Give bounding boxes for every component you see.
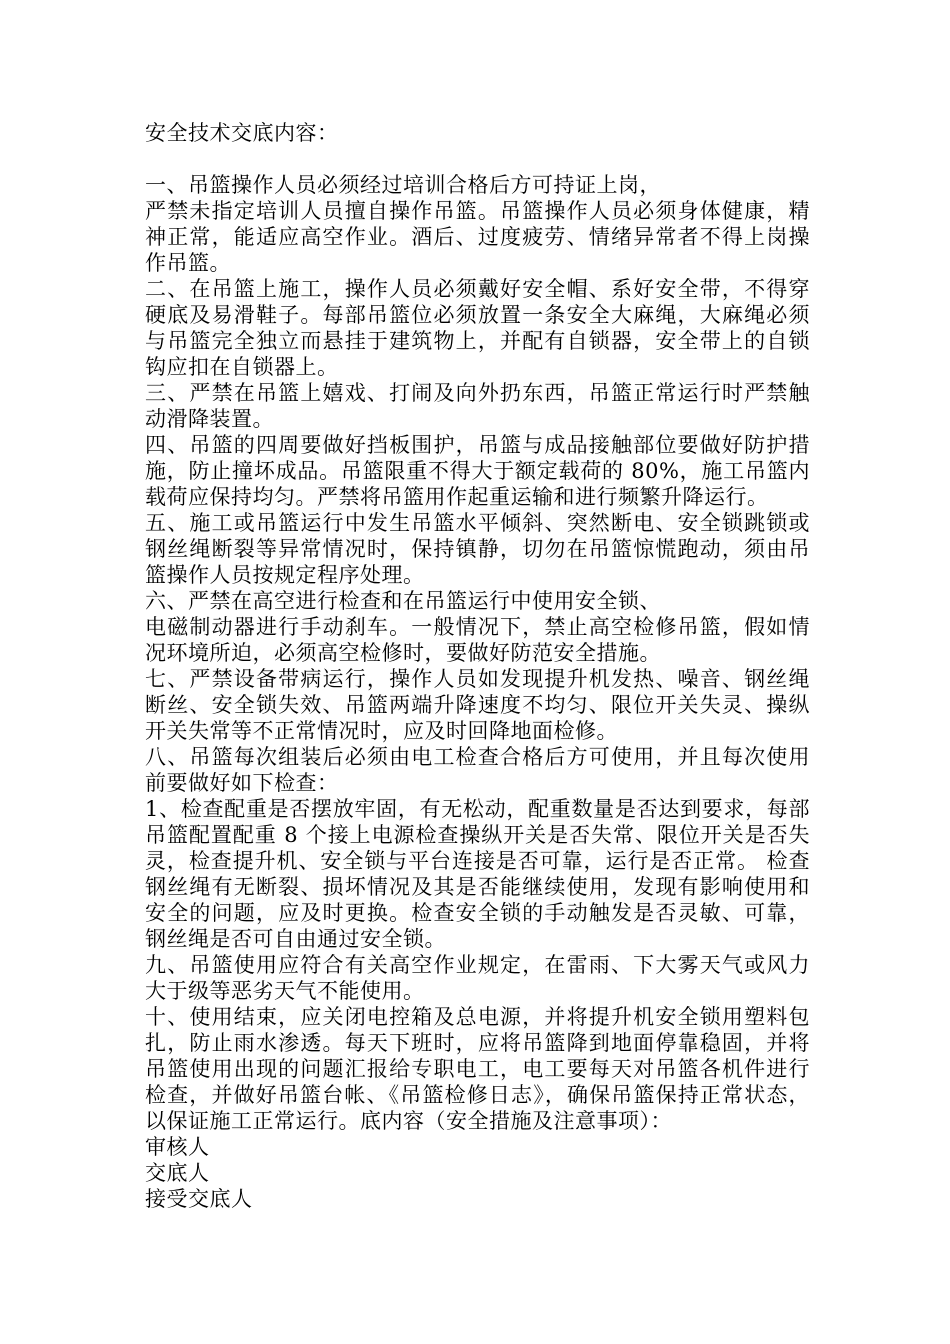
paragraph-1: 一、吊篮操作人员必须经过培训合格后方可持证上岗， (145, 173, 661, 197)
signature-recipient: 接受交底人 (145, 1187, 253, 1211)
paragraph-7: 六、严禁在高空进行检查和在吊篮运行中使用安全锁、 (145, 589, 661, 613)
paragraph-3: 二、在吊篮上施工，操作人员必须戴好安全帽、系好安全带，不得穿硬底及易滑鞋子。每部吊篮位必须放置一条安全大麻绳，大麻绳必须与吊篮完全独立而悬挂于建筑物上，并配有自锁器，安全带上的自锁钩应扣在自锁器上。 (145, 277, 810, 379)
document-heading: 安全技术交底内容： (145, 121, 339, 145)
paragraph-13: 十、使用结束，应关闭电控箱及总电源，并将提升机安全锁用塑料包扎，防止雨水渗透。每天下班时，应将吊篮降到地面停靠稳固，并将吊篮使用出现的问题汇报给专职电工，电工要每天对吊篮各机件进行检查，并做好吊篮台帐、《吊篮检修日志》，确保吊篮保持正常状态，以保证施工正常运行。底内容（安全措施及注意事项）： (145, 1005, 810, 1133)
paragraph-5: 四、吊篮的四周要做好挡板围护，吊篮与成品接触部位要做好防护措施，防止撞坏成品。吊篮限重不得大于额定载荷的 80%，施工吊篮内载荷应保持均匀。严禁将吊篮用作起重运输和进行频繁升降运行。 (145, 433, 810, 509)
paragraph-4: 三、严禁在吊篮上嬉戏、打闹及向外扔东西，吊篮正常运行时严禁触动滑降装置。 (145, 381, 810, 431)
paragraph-11: 1、检查配重是否摆放牢固，有无松动，配重数量是否达到要求，每部吊篮配置配重 8 个接上电源检查操纵开关是否失常、限位开关是否失灵，检查提升机、安全锁与平台连接是否可靠，运行是否正常。 检查钢丝绳有无断裂、损坏情况及其是否能继续使用，发现有影响使用和安全的问题，应及时更换。检查安全锁的手动触发是否灵敏、可靠，钢丝绳是否可自由通过安全锁。 (145, 797, 810, 951)
paragraph-8: 电磁制动器进行手动刹车。一般情况下，禁止高空检修吊篮，假如情况环境所迫，必须高空检修时，要做好防范安全措施。 (145, 615, 810, 665)
document-body (145, 120, 810, 1212)
paragraph-12: 九、吊篮使用应符合有关高空作业规定，在雷雨、下大雾天气或风力大于级等恶劣天气不能使用。 (145, 953, 810, 1003)
paragraph-10: 八、吊篮每次组装后必须由电工检查合格后方可使用，并且每次使用前要做好如下检查： (145, 745, 810, 795)
paragraph-9: 七、严禁设备带病运行，操作人员如发现提升机发热、噪音、钢丝绳断丝、安全锁失效、吊篮两端升降速度不均匀、限位开关失灵、操纵开关失常等不正常情况时，应及时回降地面检修。 (145, 667, 810, 743)
signature-presenter: 交底人 (145, 1161, 210, 1185)
paragraph-6: 五、施工或吊篮运行中发生吊篮水平倾斜、突然断电、安全锁跳锁或钢丝绳断裂等异常情况时，保持镇静，切勿在吊篮惊慌跑动，须由吊篮操作人员按规定程序处理。 (145, 511, 810, 587)
signature-reviewer: 审核人 (145, 1135, 210, 1159)
paragraph-2: 严禁未指定培训人员擅自操作吊篮。吊篮操作人员必须身体健康，精神正常，能适应高空作业。酒后、过度疲劳、情绪异常者不得上岗操作吊篮。 (145, 199, 810, 275)
